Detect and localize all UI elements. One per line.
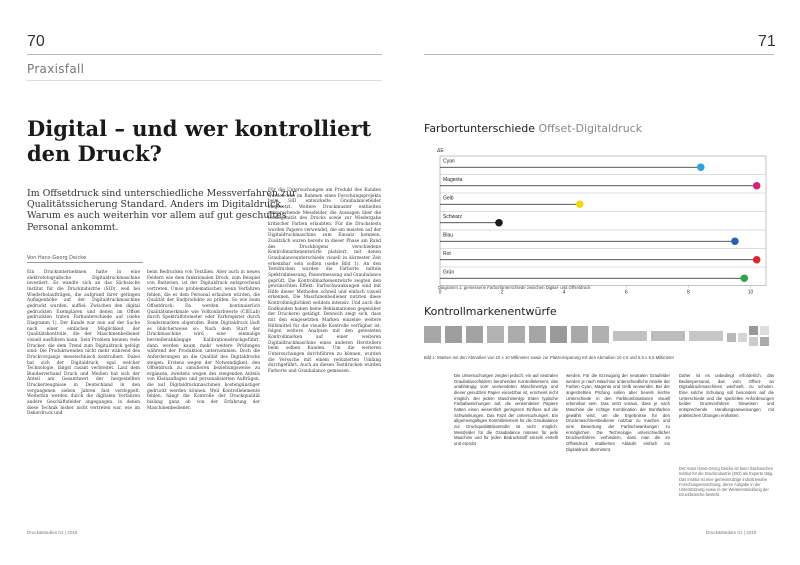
control-mark-6	[529, 326, 546, 343]
control-mark-9	[592, 326, 609, 343]
chart-x-tick-label: 2	[500, 289, 504, 296]
page-number-right: 71	[758, 33, 776, 50]
control-mark-4	[487, 326, 504, 343]
control-mark-strip	[424, 322, 774, 354]
control-mark-small-4	[760, 326, 769, 335]
chart-dot-gelb	[576, 200, 584, 208]
chart-plot-frame	[440, 156, 766, 286]
chart-dot-rot	[753, 256, 761, 264]
chart-title-light: Offset-Digitaldruck	[538, 122, 643, 135]
chart-category-label: Schwarz	[443, 214, 463, 220]
control-mark-1	[424, 326, 441, 343]
article-column-3: Für die Untersuchungen am Produkt des Kunden wurden nun im Rahmen eines Forschungsprojekts beim SID entwickelte Graubalancefelder eingesetzt. Weitere Druckmuster enthielten entsprechende Messfelder, die Aussagen über die Homogenität des Drucks sowie zur Wiedergabe kritischer Farben erlaubten. Für die Druckstests wurden Papiere verwendet, die am meisten auf der Digitaldruckmaschine zum Einsatz kommen. Zusätzlich waren bereits in dieser Phase am Rand des Druckbogens verschiedene Kontrollmarkenentwürfe platziert, mit denen Graubalanceunterschiede visuell in kürzester Zeit erkennbar sein sollten (siehe Bild 1). An den Testdrucken wurden die Farborte mittels Spektralmessung, Passermessung und Graubalance geprüft. Die Kontrollmarkenentwürfe zeigten den gewünschten Effekt: Farbschwankungen sind mit Hilfe dieser Methoden schnell und einfach visuell erkennen. Die Maschinenbediener nutzten diese Kontrollmöglichkeit seitdem intensiv. Und auch die Endkunden haben keine Reklamationen gegenüber der Druckerei getätigt. Dennoch zeigt sich, dass mit den eingesetzten Marken einzelne weitere Hilfsmittel für die visuelle Kontrolle verfügbar ist, folgen weitere Analysen mit den getesteten Kontrollmarken auf einer weiteren Digitaldruckmaschine eines anderen Herstellers beim selben Kunden. Um die weiteren Untersuchungen durchführen zu können, wurden die Versuche mit einem reduzierten Umfang durchgeführt. Auch an diesen Testdrucken wurden Farborte und Graubalance gemessen.	[268, 188, 381, 374]
byline-rule	[27, 262, 143, 263]
chart-category-label: Cyan	[443, 158, 455, 165]
footer-left: Druck&Medien 01 | 2019	[27, 530, 78, 535]
article-column-2: beim Bedrucken von Textilien. Aber auch in neuen Feldern wie dem funktionalen Druck, zum Beispiel von Batterien, ist der Digitaldruck entsprechend vertreten. Umso problematischer, wenn Verfahren fehlen, die es dem Personal erlauben würden, die Qualität der Endprodukte zu prüfen. So wie beim Offsetdruck: Da werden kontinuierlich Qualitätsmerkmale wie Volltonfarbwerte (CIELab) durch Spektralfotometer oder Farbregister durch Sondermarken abgerufen. Beim Digitaldruck läuft es üblicherweise so: Nach dem Start der Druckmaschine wird eine einmalige herstellerabhängige Kalibrationsdruckgeführt, dann werden kaum mehr weitere Prüfungen während der Produktion unternommen. Doch die Anforderungen an die Qualität des Digitaldrucks steigen. Erstens wegen der Notwendigkeit, den Offsetdruck zu simulieren beziehungsweise zu ergänzen, zweitens wegen des steigenden Anteils von Kleinauflagen und personalisierten Aufträgen, die auf Digitaldruckmaschinen kostengünstiger gedruckt werden können. Weil Kontrollelemente fehlen, hängt die Kontrolle der Druckqualität bislang ganz ab von der Erfahrung der Maschinenbediener.	[147, 270, 260, 411]
marks-caption: Bild 1: Marken mit den Abmaßen von 10 x 10 Millimeter sowie zur Platzeinsparung mit den Abmaßen 10 x 6 und 5,5 x 5,5 Millimeter	[424, 355, 675, 360]
control-mark-wide-2	[651, 331, 685, 341]
right-column-2: werden. Für die Erzeugung der neutralen Graufelder werden je nach Maschine unterschiedliche Anteile der Farben Cyan, Magenta und Gelb verwendet. Bei der angestrebten Prüfung sollen aber bereits leichte Unterschiede in den Farbkombinationen visuell erkennbar sein. Das setzt voraus, dass je nach Maschine die richtige Kombination der Buntfarben gewählt wird, um die Ergebnisse für den Druckmaschinenbediener nutzbar zu machen und eine Bewertung der Farbschwankungen zu ermöglichen. Die Technologie unterschiedlicher Druckverfahren verhindern, dass man die im Offsetdruck etablierten Abläufe einfach ins Digitaldruck übernimmt.	[566, 373, 670, 452]
chart-category-label: Gelb	[443, 195, 454, 202]
chart-dot-grün	[740, 274, 748, 282]
page-number-left: 70	[27, 33, 45, 50]
chart-x-tick-label: 8	[686, 289, 690, 296]
header-rule-right	[424, 54, 774, 55]
control-mark-5	[508, 326, 525, 343]
control-mark-small-5	[749, 337, 758, 346]
chart-category-label: Rot	[443, 251, 451, 257]
right-column-3: Daher ist es unbedingt erforderlich, das Bedienpersonal, das vom Offset- an Digitaldruckmaschinen wechselt, zu schulen. Eine solche Schulung soll besonders auf die Unterschiede und die speziellen Anforderungen beider Druckverfahren hinweisen und entsprechende Handlungsanweisungen mit praktischen Übungen enthalten.	[679, 373, 774, 418]
header-rule-left	[27, 54, 382, 55]
lead-paragraph: Im Offsetdruck sind unterschiedliche Messverfahren zur Qualitätssicherung Standard. Anders im Digitaldruck. Warum es auch weiterhin vor allem auf gut geschultes Personal ankommt.	[27, 188, 297, 233]
author-byline: Von Hans-Georg Deicke	[27, 255, 87, 261]
chart-axis-label: ΔE	[437, 148, 444, 154]
control-mark-small-1	[727, 333, 736, 342]
article-column-1: Ein Druckunternehmen hatte in eine elektrofotografische Digitaldruckmaschine investiert. Es wandte sich an das Sächsische Institut für die Druckindustrie (SID), weil bei Wiederholaufträgen, die aufgrund ihrer geringen Auflagenhöhe auf der Digitaldruckmaschine gedruckt wurden, auffiel: Zwischen den digital gedruckten Exemplaren und denen im Offset gedruckten traten Farbunterschiede auf (siehe Diagramm 1). Der Kunde war nun auf der Suche nach einer einfachen Möglichkeit der Qualitätskontrolle, die der Maschinenbediener visuell ausführen kann. Sein Problem kennen viele Drucker, die dem Trend zum Digitaldruck gefolgt sind: Die Produktwenden nicht mehr während des Druckvorgangs messtechnisch kontrolliert. Dabei hat sich der Digitaldruck, egal welcher Technologie, längst rasant verbreitet. Laut dem Bundesverband Druck und Medien hat sich der Anteil am Gesamtwert der hergestellten Druckerzeugnisse in Deutschland in den vergangenen sieben Jahren fast verdoppelt. Weiterhin werden durch die digitalen Verfahren andere Geschäftsfelder angegangen, in denen diese Technik bisher nicht vertreten war, wie im Dekordruck und	[27, 270, 140, 417]
control-mark-small-6	[760, 337, 769, 346]
marks-title: Kontrollmarkenentwürfe	[424, 305, 557, 318]
chart-title	[424, 122, 642, 135]
chart-category-label: Blau	[443, 232, 454, 239]
chart-title-bold: Farbortunterschiede	[424, 122, 535, 135]
chart-dot-schwarz	[495, 219, 503, 227]
right-column-1: Die Untersuchungen zeigten jedoch: ein auf neutralen Graubalancefeldern beruhendes Kontrollelement, das unabhängig vom verwendeten Maschinentyp und dieser genutzten Papier einsetzbar ist, erscheint nicht möglich. Bei jedem Maschinentyp traten typische Farbabweichungen auf, die verwendeten Papiere hatten einen wesentlich geringeren Einfluss auf die Schwankungen. Das Fazit der Untersuchungen: Ein allgemeingültiges Kontrollelement für die Graubalance zur Druckqualitätskontrolle ist nicht möglich. Messfelder für die Graubalance müssen für jede Maschine und für jeden Bedruckstoff einzeln erstellt und erprobt	[454, 373, 558, 446]
footer-right: Druck&Medien 01 | 2019	[706, 530, 757, 535]
control-mark-3	[466, 326, 483, 343]
chart-category-label: Grün	[443, 269, 455, 276]
chart-dot-cyan	[697, 163, 705, 171]
chart-x-tick-label: 0	[438, 289, 442, 296]
control-mark-7	[550, 326, 567, 343]
delta-e-chart	[424, 140, 774, 300]
section-rule	[27, 80, 382, 81]
chart-category-label: Magenta	[443, 177, 463, 183]
control-mark-8	[571, 326, 588, 343]
control-mark-small-3	[749, 326, 758, 335]
author-note: Der Autor Hans-Georg Deicke ist beim Sächsischen Institut für die Druckindustrie (SID) als Experte tätig. Das Institut ist eine gemeinnützige industrienahe Forschungseinrichtung, deren Aufgabe in der Unterstützung sowie in der Weiterentwicklung der Druckbranche besteht.	[679, 466, 774, 498]
chart-x-tick-label: 4	[562, 289, 566, 296]
chart-dot-blau	[731, 237, 739, 245]
section-label: Praxisfall	[27, 62, 85, 76]
chart-x-tick-label: 6	[624, 289, 628, 296]
control-mark-wide-1	[613, 331, 647, 341]
control-mark-wide-3	[689, 331, 723, 341]
chart-x-tick-label: 10	[747, 289, 754, 296]
chart-caption: Diagramm 1: gemessene Farbortunterschiede zwischen Digital- und Offsetdruck	[438, 285, 591, 290]
page-title: Digital – und wer kontrolliert den Druck?	[27, 116, 372, 166]
control-mark-2	[445, 326, 462, 343]
chart-dot-magenta	[753, 182, 761, 190]
control-mark-small-2	[738, 333, 747, 342]
